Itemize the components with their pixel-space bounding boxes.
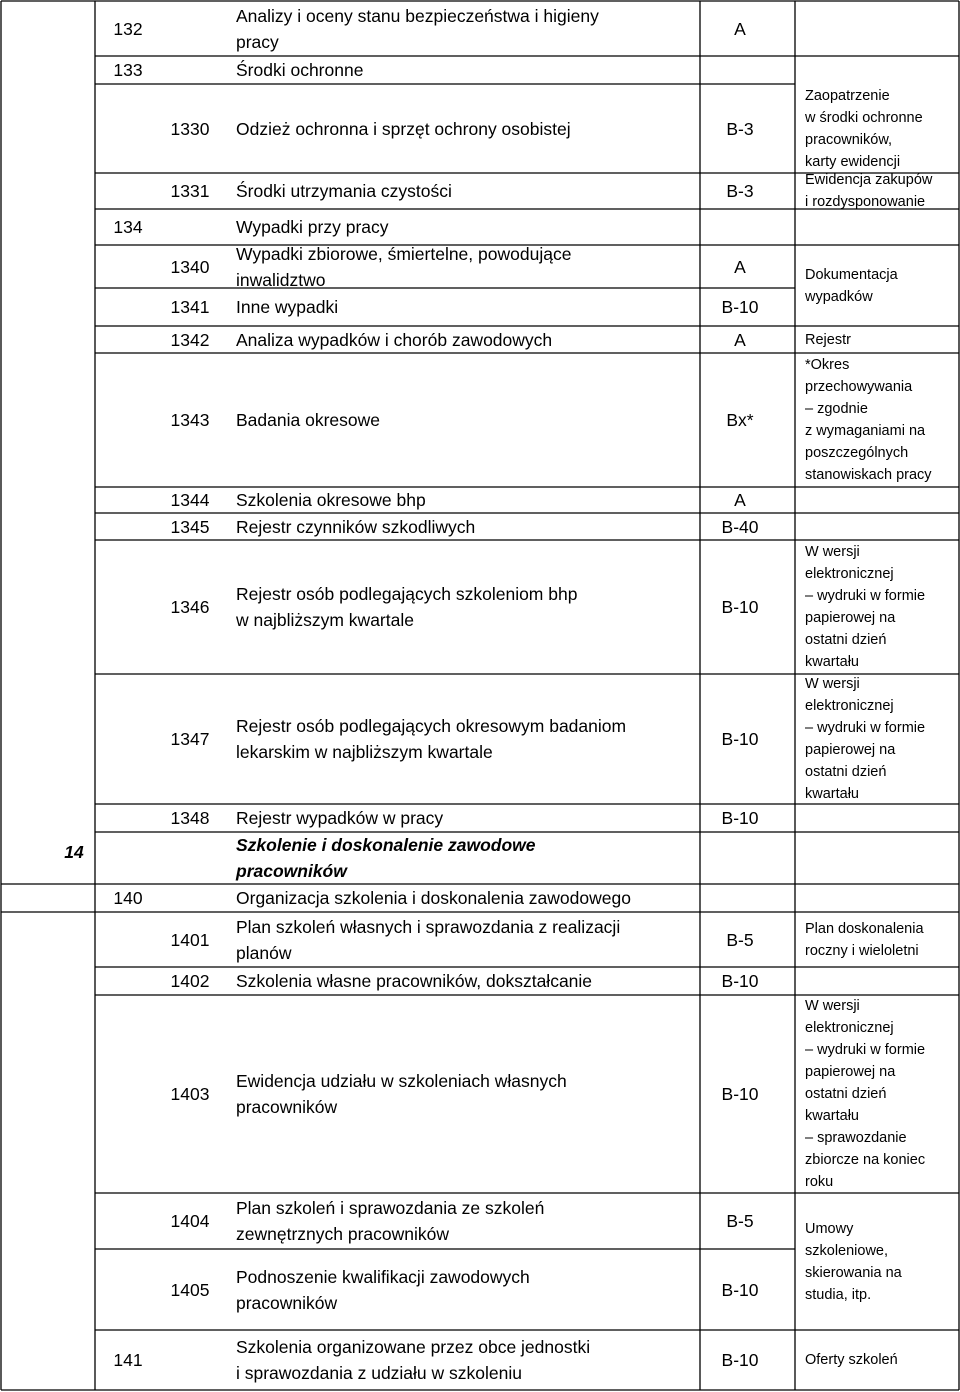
retention-category: [700, 1208, 780, 1234]
text-line: pracowników: [236, 861, 347, 881]
item-title: [236, 581, 577, 633]
text-line: *Okres: [805, 357, 850, 373]
retention-category: [700, 1347, 780, 1373]
text-line: B-10: [721, 1350, 759, 1370]
text-line: 1341: [170, 297, 210, 317]
text-line: Ewidencja zakupów: [805, 172, 933, 188]
item-number: [160, 178, 220, 204]
group-number: [98, 16, 158, 42]
text-line: Rejestr czynników szkodliwych: [236, 516, 476, 537]
retention-category: [700, 254, 780, 280]
text-line: lekarskim w najbliższym kwartale: [236, 742, 493, 762]
text-line: W wersji: [805, 676, 860, 692]
text-line: B-5: [726, 929, 754, 950]
item-title: [236, 214, 389, 240]
item-title: [236, 3, 599, 55]
text-line: Środki utrzymania czystości: [236, 181, 452, 201]
text-line: Wypadki zbiorowe, śmiertelne, powodujące: [236, 243, 572, 264]
item-title: [236, 327, 552, 353]
text-line: 1403: [170, 1084, 210, 1104]
item-title: [236, 713, 626, 765]
item-number: [160, 726, 220, 752]
item-number: [160, 294, 220, 320]
text-line: 1342: [170, 329, 210, 350]
text-line: wypadków: [805, 288, 873, 305]
remarks-merged: [805, 169, 932, 213]
item-number: [160, 514, 220, 540]
item-title: [236, 832, 536, 884]
text-line: Rejestr: [805, 331, 851, 348]
text-line: kwartału: [805, 786, 859, 802]
text-line: 1348: [170, 808, 210, 828]
text-line: Szkolenia własne pracowników, dokształcanie: [236, 971, 593, 991]
retention-category: [700, 1277, 780, 1303]
retention-category: [700, 594, 780, 620]
text-line: kwartału: [805, 654, 859, 670]
retention-category: [700, 1081, 780, 1107]
retention-category: [700, 805, 780, 831]
text-line: ostatni dzień: [805, 632, 887, 648]
text-line: pracowników,: [805, 131, 893, 148]
text-line: i sprawozdania z udziału w szkoleniu: [236, 1363, 522, 1383]
text-line: ostatni dzień: [805, 1086, 887, 1102]
text-line: Badania okresowe: [236, 410, 380, 430]
remarks: [805, 918, 924, 962]
text-line: pracowników: [236, 1292, 338, 1313]
text-line: A: [734, 256, 746, 277]
item-number: [160, 1208, 220, 1234]
item-number: [160, 1081, 220, 1107]
text-line: roczny i wieloletni: [805, 942, 919, 959]
text-line: Ewidencja udziału w szkoleniach własnych: [236, 1071, 567, 1091]
text-line: Plan doskonalenia: [805, 920, 924, 937]
item-title: [236, 805, 443, 831]
remarks-merged: [805, 264, 898, 308]
item-title: [236, 241, 571, 293]
item-title: [236, 885, 631, 911]
text-line: 1347: [170, 729, 210, 749]
text-line: B-3: [726, 118, 754, 139]
text-line: pracowników: [236, 1097, 338, 1117]
text-line: 140: [113, 888, 143, 908]
text-line: Szkolenie i doskonalenie zawodowe: [236, 835, 536, 855]
retention-category: [700, 294, 780, 320]
text-line: roku: [805, 1174, 834, 1190]
text-line: – wydruki w formie: [805, 1042, 926, 1058]
text-line: zbiorcze na koniec: [805, 1152, 926, 1168]
text-line: karty ewidencji: [805, 153, 901, 170]
item-number: [160, 327, 220, 353]
text-line: 141: [113, 1350, 143, 1370]
text-line: B-3: [726, 181, 754, 201]
text-line: B-5: [726, 1211, 754, 1231]
text-line: 1330: [170, 118, 210, 139]
group-number: [98, 885, 158, 911]
text-line: B-40: [721, 516, 759, 537]
text-line: 14: [64, 842, 84, 862]
item-number: [160, 487, 220, 513]
text-line: Szkolenia organizowane przez obce jednostki: [236, 1337, 591, 1357]
text-line: – zgodnie: [805, 401, 868, 417]
remarks-merged: [805, 85, 923, 173]
text-line: B-10: [721, 1279, 759, 1300]
remarks: [805, 995, 925, 1193]
text-line: W wersji: [805, 544, 860, 560]
retention-category: [700, 16, 780, 42]
text-line: Bx*: [726, 410, 754, 430]
text-line: papierowej na: [805, 610, 896, 626]
remarks-merged: [805, 1218, 902, 1306]
text-line: elektronicznej: [805, 698, 894, 714]
text-line: 1343: [170, 410, 210, 430]
text-line: Rejestr wypadków w pracy: [236, 808, 444, 828]
text-line: i rozdysponowanie: [805, 194, 926, 210]
text-line: ostatni dzień: [805, 764, 887, 780]
text-line: 133: [113, 60, 143, 80]
text-line: B-10: [721, 1084, 759, 1104]
retention-category: [700, 726, 780, 752]
text-line: poszczególnych: [805, 445, 909, 461]
item-number: [160, 594, 220, 620]
text-line: Organizacja szkolenia i doskonalenia zawodowego: [236, 888, 631, 908]
item-number: [160, 116, 220, 142]
retention-category: [700, 327, 780, 353]
item-title: [236, 1334, 590, 1386]
text-line: B-10: [721, 297, 759, 317]
text-line: pracy: [236, 31, 279, 52]
remarks: [805, 354, 932, 486]
text-line: Szkolenia okresowe bhp: [236, 490, 426, 510]
text-line: w środki ochronne: [805, 109, 923, 126]
retention-category: [700, 407, 780, 433]
item-number: [160, 407, 220, 433]
item-title: [236, 57, 363, 83]
item-title: [236, 1264, 530, 1316]
text-line: w najbliższym kwartale: [236, 610, 414, 630]
text-line: Wypadki przy pracy: [236, 217, 389, 237]
text-line: zewnętrznych pracowników: [236, 1224, 450, 1244]
item-number: [160, 1277, 220, 1303]
text-line: elektronicznej: [805, 566, 894, 582]
text-line: papierowej na: [805, 1064, 896, 1080]
text-line: Zaopatrzenie: [805, 87, 890, 104]
item-number: [160, 805, 220, 831]
text-line: Rejestr osób podlegających szkoleniom bhp: [236, 584, 578, 604]
item-title: [236, 914, 620, 966]
text-line: Oferty szkoleń: [805, 1352, 898, 1368]
remarks: [805, 329, 851, 351]
item-number: [160, 927, 220, 953]
text-line: Plan szkoleń własnych i sprawozdania z realizacji: [236, 916, 621, 937]
text-line: – sprawozdanie: [805, 1130, 907, 1146]
text-line: B-10: [721, 808, 759, 828]
text-line: A: [734, 490, 746, 510]
retention-category: [700, 487, 780, 513]
text-line: przechowywania: [805, 379, 913, 395]
item-title: [236, 407, 380, 433]
item-title: [236, 116, 571, 142]
retention-category: [700, 927, 780, 953]
text-line: Inne wypadki: [236, 297, 339, 317]
text-line: Podnoszenie kwalifikacji zawodowych: [236, 1266, 530, 1287]
text-line: B-10: [721, 971, 759, 991]
item-title: [236, 487, 426, 513]
retention-category: [700, 514, 780, 540]
text-line: z wymaganiami na: [805, 423, 926, 439]
item-title: [236, 514, 475, 540]
text-line: Plan szkoleń i sprawozdania ze szkoleń: [236, 1198, 545, 1218]
text-line: Odzież ochronna i sprzęt ochrony osobistej: [236, 118, 571, 139]
text-line: A: [734, 18, 746, 39]
text-line: W wersji: [805, 998, 860, 1014]
text-line: elektronicznej: [805, 1020, 894, 1036]
text-line: B-10: [721, 729, 759, 749]
text-line: 1405: [170, 1279, 210, 1300]
text-line: planów: [236, 942, 292, 963]
text-line: A: [734, 329, 746, 350]
group-number: [98, 57, 158, 83]
text-line: 1404: [170, 1211, 210, 1231]
text-line: skierowania na: [805, 1264, 902, 1281]
text-line: inwalidztwo: [236, 269, 326, 290]
text-line: studia, itp.: [805, 1286, 872, 1303]
retention-category: [700, 178, 780, 204]
remarks: [805, 673, 925, 805]
item-title: [236, 1068, 567, 1120]
text-line: 1401: [170, 929, 210, 950]
section-number: [54, 839, 94, 865]
retention-category: [700, 116, 780, 142]
text-line: Środki ochronne: [236, 60, 364, 80]
text-line: Analizy i oceny stanu bezpieczeństwa i higieny: [236, 5, 599, 26]
text-line: 1344: [170, 490, 210, 510]
retention-category: [700, 968, 780, 994]
text-line: Analiza wypadków i chorób zawodowych: [236, 329, 553, 350]
text-line: 1331: [170, 181, 210, 201]
text-line: szkoleniowe,: [805, 1242, 889, 1259]
text-line: B-10: [721, 597, 759, 617]
text-line: kwartału: [805, 1108, 859, 1124]
item-number: [160, 254, 220, 280]
remarks: [805, 541, 925, 673]
text-line: – wydruki w formie: [805, 720, 926, 736]
text-line: Umowy: [805, 1220, 854, 1237]
text-line: 1340: [170, 256, 210, 277]
text-line: papierowej na: [805, 742, 896, 758]
item-title: [236, 1195, 544, 1247]
group-number: [98, 1347, 158, 1373]
item-title: [236, 294, 338, 320]
group-number: [98, 214, 158, 240]
text-line: 132: [113, 18, 143, 39]
text-line: stanowiskach pracy: [805, 467, 932, 483]
text-line: 1345: [170, 516, 210, 537]
text-line: – wydruki w formie: [805, 588, 926, 604]
item-number: [160, 968, 220, 994]
text-line: 1346: [170, 597, 210, 617]
text-line: Dokumentacja: [805, 266, 898, 283]
text-line: 1402: [170, 971, 210, 991]
item-title: [236, 178, 452, 204]
remarks: [805, 1349, 898, 1371]
item-title: [236, 968, 592, 994]
text-line: Rejestr osób podlegających okresowym badaniom: [236, 716, 627, 736]
text-line: 134: [113, 217, 143, 237]
